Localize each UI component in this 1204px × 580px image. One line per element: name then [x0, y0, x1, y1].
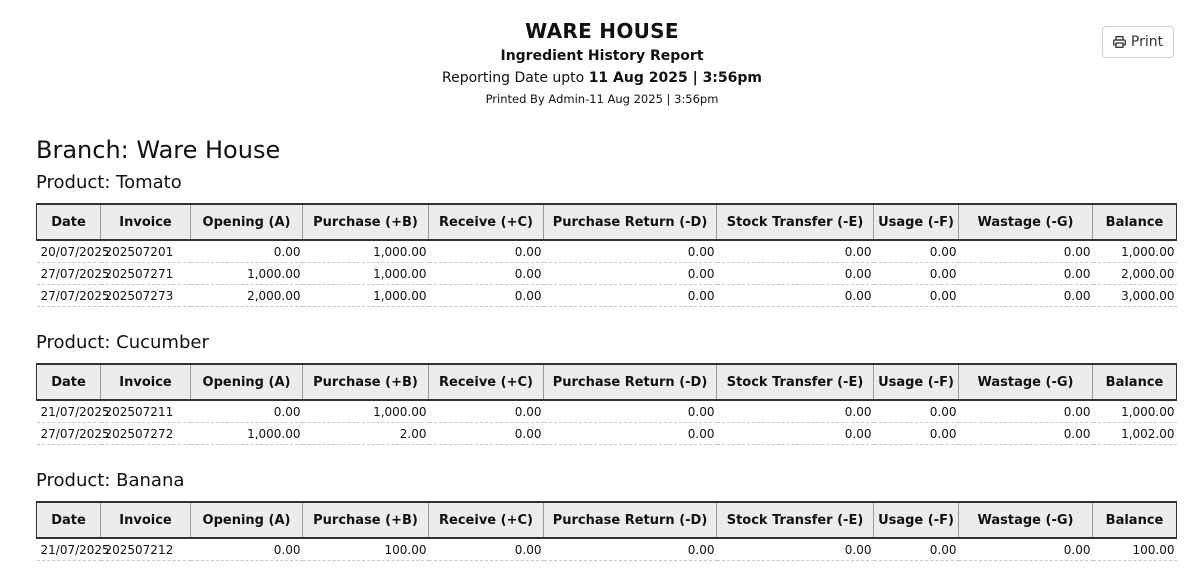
table-cell: 0.00	[959, 263, 1093, 285]
column-header: Purchase Return (-D)	[544, 364, 717, 400]
reporting-date	[0, 68, 1204, 88]
table-cell: 202507211	[101, 400, 191, 423]
table-cell: 0.00	[874, 538, 959, 561]
table-cell: 2,000.00	[1093, 263, 1177, 285]
table-cell: 0.00	[959, 423, 1093, 445]
table-cell: 100.00	[303, 538, 429, 561]
branch-title: Branch: Ware House	[36, 136, 281, 164]
table-cell: 0.00	[874, 263, 959, 285]
column-header: Balance	[1093, 204, 1177, 240]
column-header: Stock Transfer (-E)	[717, 502, 874, 538]
table-cell: 0.00	[959, 285, 1093, 307]
column-header: Receive (+C)	[429, 502, 544, 538]
printer-icon	[1113, 36, 1126, 48]
table-cell: 20/07/2025	[37, 240, 101, 263]
column-header: Receive (+C)	[429, 364, 544, 400]
report-header	[0, 18, 1204, 108]
printed-by: Printed By Admin-11 Aug 2025 | 3:56pm	[485, 92, 719, 106]
history-table	[36, 363, 1177, 445]
product-section-cucumber	[36, 331, 1176, 445]
table-cell: 202507273	[101, 285, 191, 307]
reporting-date-value: 11 Aug 2025 | 3:56pm	[588, 70, 762, 86]
column-header: Opening (A)	[191, 204, 303, 240]
table-cell: 0.00	[544, 263, 717, 285]
product-section-banana	[36, 469, 1176, 561]
column-header: Date	[37, 364, 101, 400]
table-header-row	[37, 502, 1177, 538]
column-header: Usage (-F)	[874, 364, 959, 400]
table-cell: 0.00	[717, 538, 874, 561]
table-cell: 0.00	[959, 240, 1093, 263]
table-cell: 0.00	[429, 400, 544, 423]
table-cell: 3,000.00	[1093, 285, 1177, 307]
table-cell: 202507212	[101, 538, 191, 561]
table-row	[37, 423, 1177, 445]
table-header-row	[37, 204, 1177, 240]
product-title: Product: Tomato	[36, 172, 182, 193]
table-cell: 0.00	[717, 285, 874, 307]
column-header: Purchase (+B)	[303, 364, 429, 400]
table-cell: 0.00	[874, 423, 959, 445]
product-section-tomato	[36, 171, 1176, 307]
column-header: Date	[37, 204, 101, 240]
column-header: Balance	[1093, 502, 1177, 538]
product-title: Product: Cucumber	[36, 332, 209, 353]
table-cell: 0.00	[717, 263, 874, 285]
table-cell: 202507271	[101, 263, 191, 285]
table-header-row	[37, 364, 1177, 400]
table-row	[37, 285, 1177, 307]
print-button-label: Print	[1130, 34, 1164, 50]
table-cell: 1,000.00	[1093, 400, 1177, 423]
table-cell: 2,000.00	[191, 285, 303, 307]
column-header: Balance	[1093, 364, 1177, 400]
table-cell: 0.00	[429, 285, 544, 307]
table-cell: 0.00	[429, 240, 544, 263]
table-cell: 0.00	[191, 538, 303, 561]
column-header: Stock Transfer (-E)	[717, 204, 874, 240]
table-cell: 1,002.00	[1093, 423, 1177, 445]
table-row	[37, 400, 1177, 423]
column-header: Invoice	[101, 204, 191, 240]
table-cell: 0.00	[874, 240, 959, 263]
column-header: Purchase (+B)	[303, 204, 429, 240]
table-cell: 0.00	[717, 240, 874, 263]
column-header: Wastage (-G)	[959, 204, 1093, 240]
table-cell: 0.00	[191, 240, 303, 263]
table-cell: 21/07/2025	[37, 538, 101, 561]
table-cell: 0.00	[429, 423, 544, 445]
column-header: Date	[37, 502, 101, 538]
table-cell: 0.00	[544, 538, 717, 561]
table-cell: 21/07/2025	[37, 400, 101, 423]
column-header: Wastage (-G)	[959, 502, 1093, 538]
table-cell: 1,000.00	[1093, 240, 1177, 263]
table-cell: 1,000.00	[191, 263, 303, 285]
print-button[interactable]	[1102, 26, 1174, 58]
reporting-date-prefix: Reporting Date upto	[441, 70, 585, 86]
table-cell: 0.00	[544, 400, 717, 423]
table-cell: 2.00	[303, 423, 429, 445]
column-header: Purchase Return (-D)	[544, 502, 717, 538]
table-row	[37, 538, 1177, 561]
table-cell: 0.00	[429, 538, 544, 561]
report-title: WARE HOUSE	[525, 19, 679, 43]
column-header: Usage (-F)	[874, 204, 959, 240]
table-row	[37, 263, 1177, 285]
column-header: Purchase (+B)	[303, 502, 429, 538]
column-header: Stock Transfer (-E)	[717, 364, 874, 400]
column-header: Receive (+C)	[429, 204, 544, 240]
table-cell: 1,000.00	[303, 285, 429, 307]
table-cell: 0.00	[191, 400, 303, 423]
table-cell: 0.00	[959, 538, 1093, 561]
table-cell: 1,000.00	[303, 240, 429, 263]
table-cell: 0.00	[717, 400, 874, 423]
table-cell: 202507201	[101, 240, 191, 263]
table-cell: 27/07/2025	[37, 423, 101, 445]
history-table	[36, 501, 1177, 561]
column-header: Invoice	[101, 502, 191, 538]
table-cell: 202507272	[101, 423, 191, 445]
table-cell: 0.00	[874, 400, 959, 423]
table-cell: 0.00	[959, 400, 1093, 423]
column-header: Invoice	[101, 364, 191, 400]
table-cell: 27/07/2025	[37, 263, 101, 285]
table-cell: 0.00	[544, 423, 717, 445]
column-header: Purchase Return (-D)	[544, 204, 717, 240]
report-subtitle: Ingredient History Report	[500, 48, 704, 64]
column-header: Wastage (-G)	[959, 364, 1093, 400]
table-cell: 1,000.00	[303, 400, 429, 423]
table-cell: 0.00	[429, 263, 544, 285]
table-cell: 0.00	[544, 240, 717, 263]
table-cell: 1,000.00	[191, 423, 303, 445]
table-row	[37, 240, 1177, 263]
column-header: Opening (A)	[191, 364, 303, 400]
column-header: Usage (-F)	[874, 502, 959, 538]
table-cell: 0.00	[874, 285, 959, 307]
column-header: Opening (A)	[191, 502, 303, 538]
history-table	[36, 203, 1177, 307]
table-cell: 0.00	[717, 423, 874, 445]
product-title: Product: Banana	[36, 470, 185, 491]
table-cell: 1,000.00	[303, 263, 429, 285]
table-cell: 0.00	[544, 285, 717, 307]
table-cell: 100.00	[1093, 538, 1177, 561]
table-cell: 27/07/2025	[37, 285, 101, 307]
